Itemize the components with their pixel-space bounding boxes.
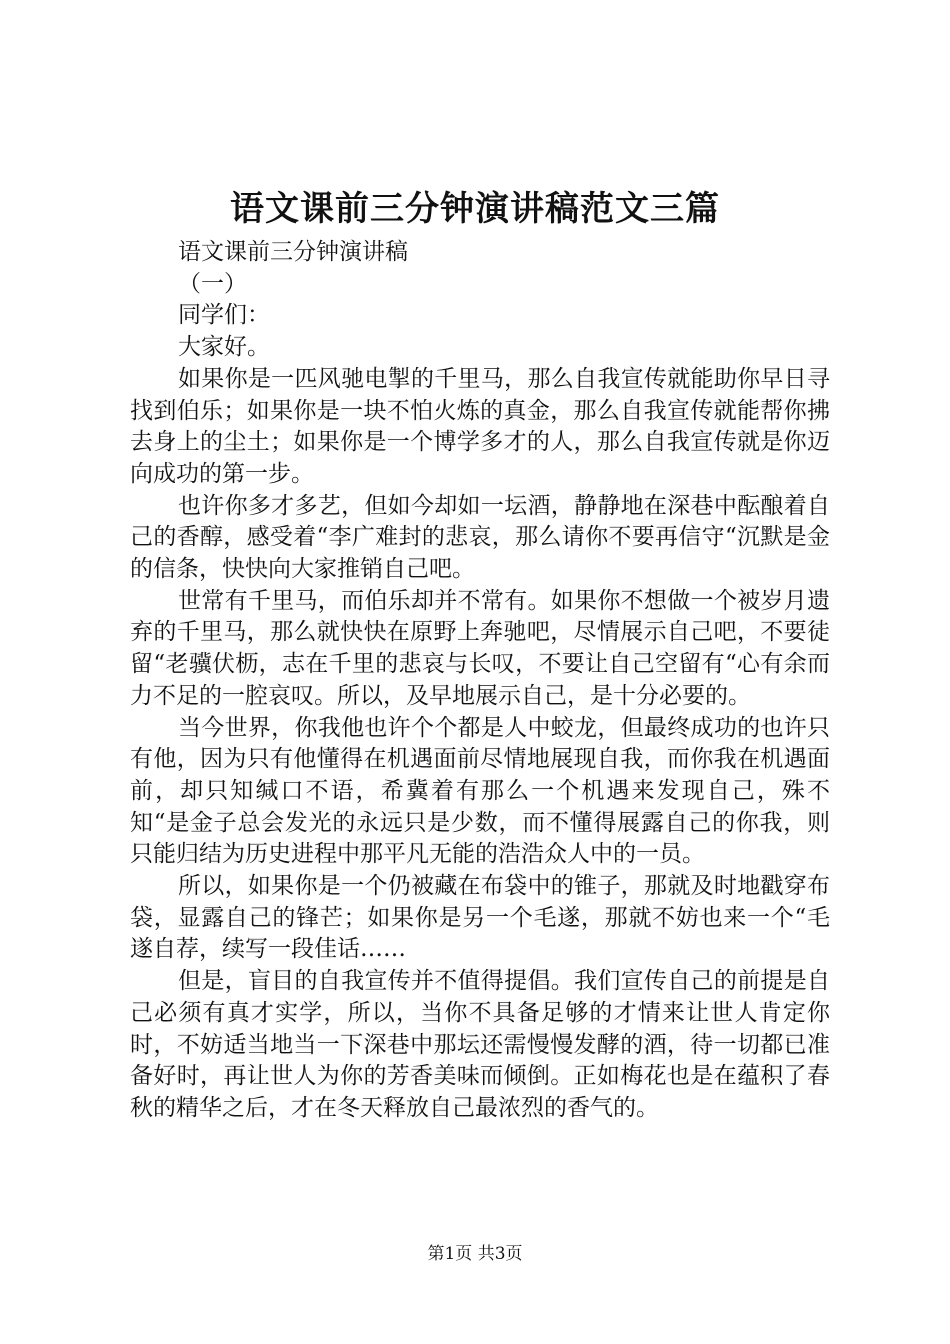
paragraph: 也许你多才多艺，但如今却如一坛酒，静静地在深巷中酝酿着自己的香醇，感受着“李广难封的悲哀，那么请你不要再信守“沉默是金的信条，快快向大家推销自己吧。 [130,492,830,583]
salutation: 大家好。 [178,334,270,361]
paragraph: 世常有千里马，而伯乐却并不常有。如果你不想做一个被岁月遗弃的千里马，那么就快快在原野上奔驰吧，尽情展示自己吧，不要徒留“老骥伏枥，志在千里的悲哀与长叹，不要让自己空留有“心有余而力不足的一腔哀叹。所以，及早地展示自己，是十分必要的。 [130,587,830,709]
section-number: （一） [178,270,247,297]
greeting: 同学们： [178,302,270,329]
paragraph: 但是，盲目的自我宣传并不值得提倡。我们宣传自己的前提是自己必须有真才实学，所以，当你不具备足够的才情来让世人肯定你时，不妨适当地当一下深巷中那坛还需慢慢发酵的酒，待一切都已准备好时，再让世人为你的芳香美味而倾倒。正如梅花也是在蕴积了春秋的精华之后，才在冬天释放自己最浓烈的香气的。 [130,968,830,1121]
document-body [130,237,830,1125]
paragraph: 所以，如果你是一个仍被藏在布袋中的锥子，那就及时地戳穿布袋，显露自己的锋芒；如果你是另一个毛遂，那就不妨也来一个“毛遂自荐，续写一段佳话…… [130,873,830,963]
paragraph: 当今世界，你我他也许个个都是人中蛟龙，但最终成功的也许只有他，因为只有他懂得在机遇面前尽情地展现自我，而你我在机遇面前，却只知缄口不语，希冀着有那么一个机遇来发现自己，殊不知“是金子总会发光的永远只是少数，而不懂得展露自己的你我，则只能归结为历史进程中那平凡无能的浩浩众人中的一员。 [130,714,830,868]
page-footer: 第1页 共3页 [427,1244,523,1264]
subtitle: 语文课前三分钟演讲稿 [178,239,408,265]
document-title: 语文课前三分钟演讲稿范文三篇 [230,189,720,229]
paragraph: 如果你是一匹风驰电掣的千里马，那么自我宣传就能助你早日寻找到伯乐；如果你是一块不怕火炼的真金，那么自我宣传就能帮你拂去身上的尘土；如果你是一个博学多才的人，那么自我宣传就是你迈向成功的第一步。 [130,365,830,487]
